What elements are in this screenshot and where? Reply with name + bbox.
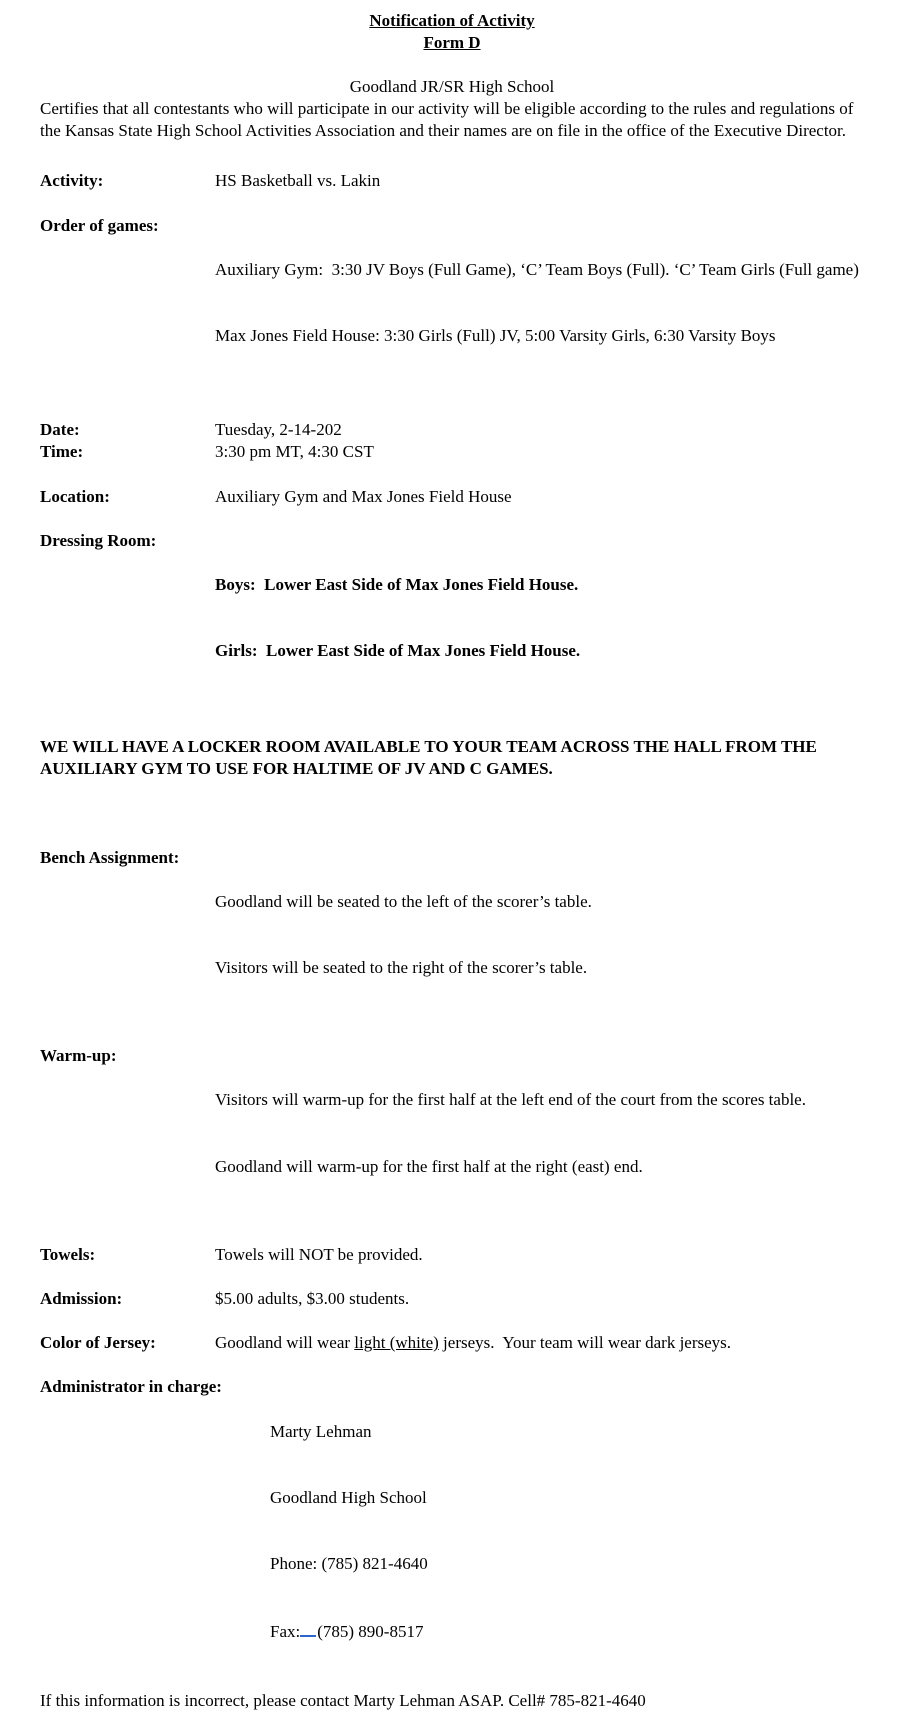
warmup-line-1: Visitors will warm-up for the first half at the left end of the court from the scores table. <box>215 1090 806 1110</box>
jersey-value-post: jerseys. Your team will wear dark jerseys. <box>438 1333 732 1353</box>
towels-row <box>40 1244 864 1266</box>
admission-value: $5.00 adults, $3.00 students. <box>215 1289 410 1309</box>
fax-underline-mark <box>300 1619 316 1637</box>
jersey-value-pre: Goodland will wear <box>215 1333 355 1353</box>
bench-assignment-row <box>40 847 864 1024</box>
warmup-row <box>40 1045 864 1222</box>
administrator-name: Marty Lehman <box>270 1421 372 1441</box>
order-of-games-label: Order of games: <box>40 215 159 235</box>
dressing-room-label: Dressing Room: <box>40 530 157 550</box>
bench-assignment-label: Bench Assignment: <box>40 847 180 867</box>
time-label: Time: <box>40 442 84 462</box>
time-value: 3:30 pm MT, 4:30 CST <box>215 442 374 462</box>
administrator-label: Administrator in charge: <box>40 1377 222 1397</box>
order-of-games-line-1: Auxiliary Gym: 3:30 JV Boys (Full Game), ‘C’ Team Boys (Full). ‘C’ Team Girls (Full game) <box>215 259 859 279</box>
bench-assignment-line-1: Goodland will be seated to the left of the scorer’s table. <box>215 891 592 911</box>
towels-value: Towels will NOT be provided. <box>215 1245 423 1265</box>
jersey-value <box>215 1332 864 1354</box>
warmup-label: Warm-up: <box>40 1046 117 1066</box>
dressing-room-line-1: Boys: Lower East Side of Max Jones Field House. <box>215 574 579 594</box>
fax-value: (785) 890-8517 <box>317 1622 424 1642</box>
dressing-room-line-2: Girls: Lower East Side of Max Jones Field House. <box>215 641 581 661</box>
activity-value: HS Basketball vs. Lakin <box>215 171 381 191</box>
date-row <box>40 419 864 441</box>
administrator-phone: Phone: (785) 821-4640 <box>270 1554 428 1574</box>
administrator-school: Goodland High School <box>270 1487 427 1507</box>
dressing-room-value <box>215 530 864 707</box>
administrator-fax-line <box>270 1619 864 1643</box>
order-of-games-line-2: Max Jones Field House: 3:30 Girls (Full) JV, 5:00 Varsity Girls, 6:30 Varsity Boys <box>215 326 776 346</box>
certification-paragraph: Certifies that all contestants who will participate in our activity will be eligible according to the rules and regulations of the Kansas State High School Activities Association and their names are on file in the office of the Executive Director. <box>40 99 858 141</box>
administrator-row <box>40 1376 864 1687</box>
order-of-games-value <box>215 215 864 392</box>
jersey-label: Color of Jersey: <box>40 1333 156 1353</box>
bench-assignment-line-2: Visitors will be seated to the right of the scorer’s table. <box>215 958 588 977</box>
fax-label: Fax: <box>270 1622 301 1642</box>
jersey-row <box>40 1332 864 1354</box>
locker-room-notice: WE WILL HAVE A LOCKER ROOM AVAILABLE TO YOUR TEAM ACROSS THE HALL FROM THE AUXILIARY GYM TO USE FOR HALTIME OF JV AND C GAMES. <box>40 737 821 779</box>
order-of-games-row <box>40 215 864 392</box>
activity-label: Activity: <box>40 171 104 191</box>
form-title: Form D <box>423 33 481 53</box>
warmup-line-2: Goodland will warm-up for the first half at the right (east) end. <box>215 1156 643 1176</box>
date-value: Tuesday, 2-14-202 <box>215 420 342 440</box>
date-label: Date: <box>40 420 80 440</box>
jersey-value-underlined: light (white) <box>354 1333 439 1353</box>
location-row <box>40 486 864 508</box>
activity-row <box>40 170 864 192</box>
administrator-value <box>270 1376 864 1687</box>
dressing-room-row <box>40 530 864 707</box>
admission-label: Admission: <box>40 1289 123 1309</box>
time-row <box>40 441 864 463</box>
location-label: Location: <box>40 486 110 506</box>
school-name: Goodland JR/SR High School <box>349 77 555 97</box>
admission-row <box>40 1288 864 1310</box>
location-value: Auxiliary Gym and Max Jones Field House <box>215 486 512 506</box>
bench-assignment-value <box>215 847 864 1024</box>
doc-title: Notification of Activity <box>369 11 535 30</box>
warmup-value <box>215 1045 864 1222</box>
footer-note: If this information is incorrect, please contact Marty Lehman ASAP. Cell# 785-821-4640 <box>40 1690 646 1710</box>
towels-label: Towels: <box>40 1245 96 1265</box>
